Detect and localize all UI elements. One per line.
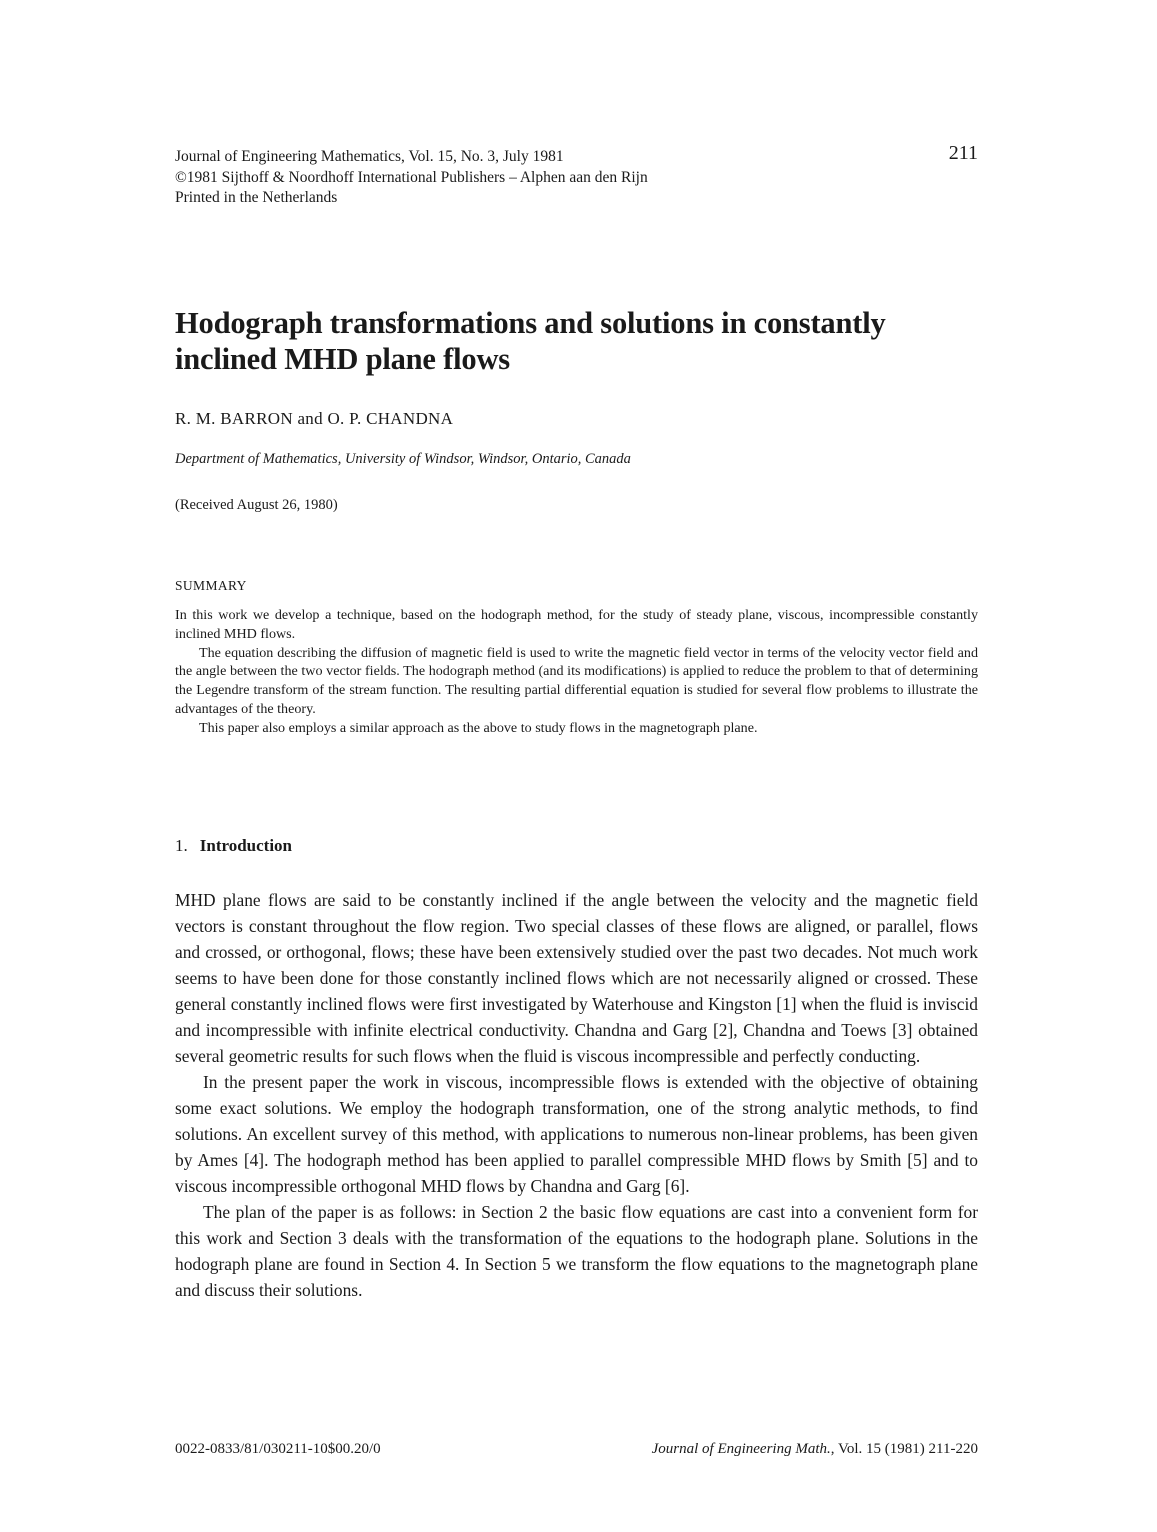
body-paragraph: The plan of the paper is as follows: in Section 2 the basic flow equations are cast into a convenient form for this work and Section 3 deals with the transformation of the equations to the hodograph plane. Solutions in the hodograph plane are found in Section 4. In Section 5 we transform the flow equations to the magnetograph plane and discuss their solutions. xyxy=(175,1202,978,1300)
summary-paragraph: This paper also employs a similar approach as the above to study flows in the magnetograph plane. xyxy=(199,719,758,736)
received-date: (Received August 26, 1980) xyxy=(175,497,338,513)
copyright-line: ©1981 Sijthoff & Noordhoff International Publishers – Alphen aan den Rijn xyxy=(175,168,648,186)
printed-line: Printed in the Netherlands xyxy=(175,189,338,206)
introduction-body xyxy=(175,887,978,1303)
summary-paragraph: In this work we develop a technique, based on the hodograph method, for the study of steady plane, viscous, incompressible constantly inclined MHD flows. xyxy=(175,607,978,642)
journal-citation-line: Journal of Engineering Mathematics, Vol. 15, No. 3, July 1981 xyxy=(175,148,564,165)
footer-citation xyxy=(652,1441,978,1458)
journal-header xyxy=(175,147,795,209)
summary-body xyxy=(175,606,978,738)
footer-journal-name: Journal of Engineering Math. xyxy=(651,1441,831,1457)
section-number: 1. xyxy=(175,836,188,855)
article-identifier: 0022-0833/81/030211-10$00.20/0 xyxy=(175,1441,381,1457)
page-number: 211 xyxy=(948,142,978,164)
article-authors: R. M. BARRON and O. P. CHANDNA xyxy=(175,409,454,428)
body-paragraph: MHD plane flows are said to be constantly inclined if the angle between the velocity and the magnetic field vectors is constant throughout the flow region. Two special classes of these flows are aligned, or parallel, flows and crossed, or orthogonal, flows; these have been extensively studied over the past two decades. Not much work seems to have been done for those constantly inclined flows which are not necessarily aligned or crossed. These general constantly inclined flows were first investigated by Waterhouse and Kingston [1] when the fluid is inviscid and incompressible with infinite electrical conductivity. Chandna and Garg [2], Chandna and Toews [3] obtained several geometric results for such flows when the fluid is viscous incompressible and perfectly conducting. xyxy=(175,890,978,1066)
section-title: Introduction xyxy=(199,836,293,855)
summary-heading: SUMMARY xyxy=(175,578,247,593)
body-paragraph: In the present paper the work in viscous, incompressible flows is extended with the objective of obtaining some exact solutions. We employ the hodograph transformation, one of the strong analytic methods, to find solutions. An excellent survey of this method, with applications to numerous non-linear problems, has been given by Ames [4]. The hodograph method has been applied to parallel compressible MHD flows by Smith [5] and to viscous incompressible orthogonal MHD flows by Chandna and Garg [6]. xyxy=(175,1072,978,1196)
section-heading-introduction xyxy=(175,836,292,856)
footer-volume: , Vol. 15 (1981) 211-220 xyxy=(830,1441,978,1457)
article-title: Hodograph transformations and solutions in constantly inclined MHD plane flows xyxy=(175,306,886,376)
summary-paragraph: The equation describing the diffusion of magnetic field is used to write the magnetic field vector in terms of the velocity vector field and the angle between the two vector fields. The hodograph method (and its modifications) is applied to reduce the problem to that of determining the Legendre transform of the stream function. The resulting partial differential equation is studied for several flow problems to illustrate the advantages of the theory. xyxy=(175,644,978,717)
author-affiliation: Department of Mathematics, University of Windsor, Windsor, Ontario, Canada xyxy=(175,451,631,467)
